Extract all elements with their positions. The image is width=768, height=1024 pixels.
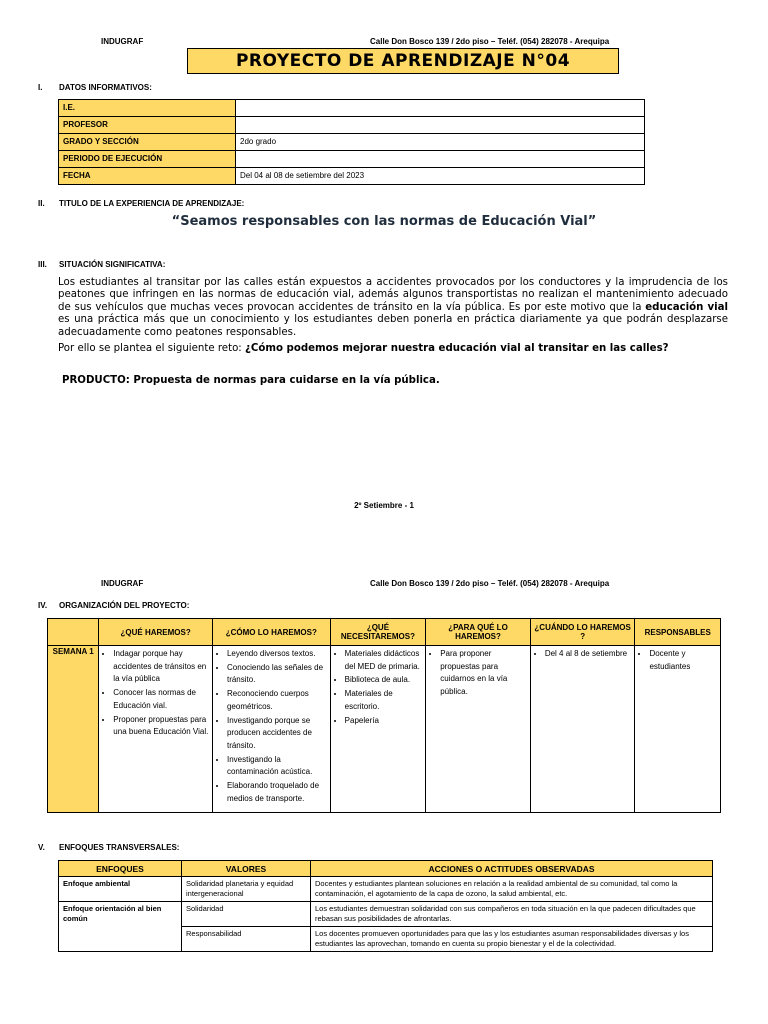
section-label: ENFOQUES TRANSVERSALES:	[59, 843, 180, 852]
column-header: ¿CÓMO LO HAREMOS?	[212, 619, 330, 646]
list-item: • Para proponer propuestas para cuidarnos en la vía pública.	[440, 648, 527, 699]
accion-cell: Los docentes promueven oportunidades para que las y los estudiantes asuman responsabilidades diversas y los estudiantes las aprovechan, tomando en cuenta su propio bienestar y el de la colectividad.	[311, 927, 713, 952]
column-header	[48, 619, 99, 646]
list-item: • Investigando porque se producen accidentes de tránsito.	[227, 715, 327, 753]
producto: PRODUCTO: Propuesta de normas para cuidarse en la vía pública.	[62, 375, 440, 386]
column-header: ¿QUÉ NECESITAREMOS?	[330, 619, 426, 646]
column-header: RESPONSABLES	[635, 619, 721, 646]
column-header: ¿PARA QUÉ LO HAREMOS?	[426, 619, 531, 646]
document-title: PROYECTO DE APRENDIZAJE N°04	[187, 48, 619, 74]
que-cell	[99, 646, 213, 813]
section-situacion-heading	[38, 260, 165, 269]
valor-cell: Solidaridad	[182, 902, 311, 927]
section-datos-heading	[38, 83, 152, 92]
list-item: • Conocer las normas de Educación vial.	[113, 687, 209, 712]
reto-intro: Por ello se plantea el siguiente reto:	[58, 343, 242, 354]
situacion-bold: educación vial	[645, 301, 728, 313]
list-item: • Conociendo las señales de tránsito.	[227, 662, 327, 687]
section-number: V.	[38, 843, 45, 852]
datos-label: FECHA	[59, 168, 236, 185]
section-number: IV.	[38, 601, 48, 610]
section-organizacion-heading	[38, 601, 189, 610]
valor-cell: Responsabilidad	[182, 927, 311, 952]
table-row	[59, 902, 713, 927]
section-label: DATOS INFORMATIVOS:	[59, 83, 152, 92]
situacion-text-2: es una práctica más que un conocimiento y los estudiantes deben ponerla en práctica diariamente ya que podrán desplazarse adecuadamente como peatones responsables.	[58, 314, 728, 338]
table-row	[59, 877, 713, 902]
company-name: INDUGRAF	[101, 579, 144, 588]
datos-value: Del 04 al 08 de setiembre del 2023	[236, 168, 645, 185]
table-row	[59, 100, 645, 117]
section-number: I.	[38, 83, 43, 92]
page-footer: 2º Setiembre - 1	[354, 501, 414, 510]
accion-cell: Docentes y estudiantes plantean soluciones en relación a la realidad ambiental de su comunidad, tal como la contaminación, el agotamiento de la capa de ozono, la salud ambiental, etc.	[311, 877, 713, 902]
section-titulo-heading	[38, 199, 244, 208]
company-address: Calle Don Bosco 139 / 2do piso – Teléf. (054) 282078 - Arequipa	[370, 37, 610, 46]
column-header: VALORES	[182, 861, 311, 877]
datos-label: GRADO Y SECCIÓN	[59, 134, 236, 151]
experience-title: “Seamos responsables con las normas de Educación Vial”	[171, 214, 597, 229]
responsables-cell	[635, 646, 721, 813]
para-que-cell	[426, 646, 531, 813]
enfoque-cell: Enfoque orientación al bien común	[59, 902, 182, 952]
list-item: • Leyendo diversos textos.	[227, 648, 327, 661]
datos-label: PROFESOR	[59, 117, 236, 134]
situacion-text-1: Los estudiantes al transitar por las calles están expuestos a accidentes provocados por los conductores y la imprudencia de los peatones que infringen en las normas de educación vial, además algunos transportistas no realizan el mantenimiento adecuado de sus vehículos que muchas veces provocan accidentes de tránsito en la vía pública. Es por este motivo que la	[58, 277, 728, 313]
list-item: • Biblioteca de aula.	[345, 674, 423, 687]
table-row	[59, 151, 645, 168]
table-row	[59, 117, 645, 134]
section-label: TITULO DE LA EXPERIENCIA DE APRENDIZAJE:	[59, 199, 245, 208]
valor-cell: Solidaridad planetaria y equidad intergeneracional	[182, 877, 311, 902]
list-item: • Investigando la contaminación acústica.	[227, 754, 327, 779]
list-item: • Indagar porque hay accidentes de tránsitos en la vía pública	[113, 648, 209, 686]
datos-table	[58, 99, 645, 185]
table-header-row	[48, 619, 721, 646]
enfoque-cell: Enfoque ambiental	[59, 877, 182, 902]
list-item: • Elaborando troquelado de medios de transporte.	[227, 780, 327, 805]
necesitaremos-cell	[330, 646, 426, 813]
datos-label: I.E.	[59, 100, 236, 117]
datos-value	[236, 100, 645, 117]
organizacion-table	[47, 618, 721, 813]
table-row	[48, 646, 721, 813]
accion-cell: Los estudiantes demuestran solidaridad con sus compañeros en toda situación en la que padecen dificultades que rebasan sus posibilidades de afrontarlas.	[311, 902, 713, 927]
section-number: III.	[38, 260, 47, 269]
company-name: INDUGRAF	[101, 37, 144, 46]
section-number: II.	[38, 199, 45, 208]
column-header: ENFOQUES	[59, 861, 182, 877]
section-label: SITUACIÓN SIGNIFICATIVA:	[59, 260, 166, 269]
list-item: • Materiales de escritorio.	[345, 688, 423, 713]
reto-line	[58, 343, 669, 354]
datos-value: 2do grado	[236, 134, 645, 151]
table-row	[59, 134, 645, 151]
list-item: • Reconociendo cuerpos geométricos.	[227, 688, 327, 713]
reto-question: ¿Cómo podemos mejorar nuestra educación vial al transitar en las calles?	[245, 343, 669, 354]
semana-cell: SEMANA 1	[48, 646, 99, 813]
datos-value	[236, 151, 645, 168]
column-header: ACCIONES O ACTITUDES OBSERVADAS	[311, 861, 713, 877]
datos-value	[236, 117, 645, 134]
datos-label: PERIODO DE EJECUCIÓN	[59, 151, 236, 168]
list-item: • Proponer propuestas para una buena Educación Vial.	[113, 714, 209, 739]
list-item: • Papelería	[345, 715, 423, 728]
column-header: ¿QUÉ HAREMOS?	[99, 619, 213, 646]
table-row	[59, 168, 645, 185]
table-header-row	[59, 861, 713, 877]
column-header: ¿CUÁNDO LO HAREMOS ?	[530, 619, 635, 646]
cuando-cell	[530, 646, 635, 813]
section-enfoques-heading	[38, 843, 179, 852]
section-label: ORGANIZACIÓN DEL PROYECTO:	[59, 601, 190, 610]
como-cell	[212, 646, 330, 813]
company-address: Calle Don Bosco 139 / 2do piso – Teléf. (054) 282078 - Arequipa	[370, 579, 610, 588]
situacion-paragraph	[58, 277, 728, 339]
list-item: • Del 4 al 8 de setiembre	[545, 648, 632, 661]
enfoques-table	[58, 860, 713, 952]
list-item: • Materiales didácticos del MED de primaria.	[345, 648, 423, 673]
list-item: • Docente y estudiantes	[649, 648, 717, 673]
